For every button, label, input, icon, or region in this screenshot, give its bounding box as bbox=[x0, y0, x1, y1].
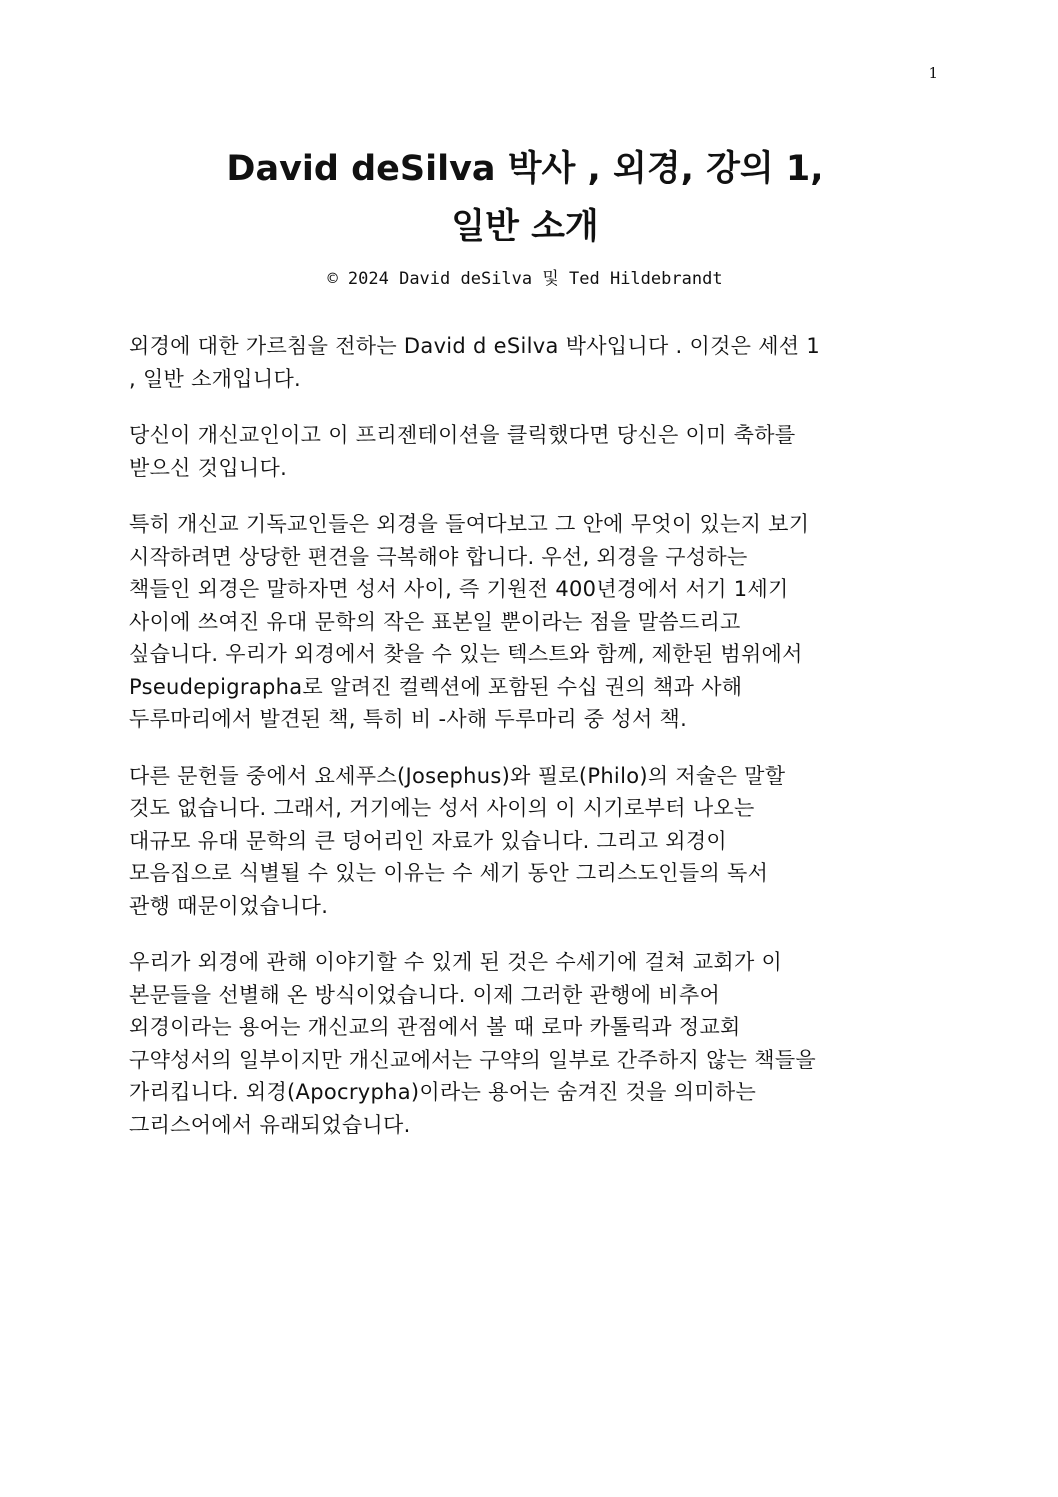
text-line: 당신이 개신교인이고 이 프리젠테이션을 클릭했다면 당신은 이미 축하를 bbox=[129, 423, 796, 447]
document-title bbox=[100, 140, 950, 256]
text-line: 특히 개신교 기독교인들은 외경을 들여다보고 그 안에 무엇이 있는지 보기 bbox=[129, 512, 810, 536]
paragraph-2 bbox=[129, 419, 929, 484]
paragraph-4 bbox=[129, 760, 929, 923]
text-line: 가리킵니다. 외경(Apocrypha)이라는 용어는 숨겨진 것을 의미하는 bbox=[129, 1080, 757, 1104]
text-line: 모음집으로 식별될 수 있는 이유는 수 세기 동안 그리스도인들의 독서 bbox=[129, 861, 769, 885]
text-line: 구약성서의 일부이지만 개신교에서는 구약의 일부로 간주하지 않는 책들을 bbox=[129, 1047, 816, 1072]
text-line: 받으신 것입니다. bbox=[129, 455, 288, 480]
title-line-1: David deSilva 박사 , 외경, 강의 1, bbox=[226, 149, 824, 189]
text-line: 그리스어에서 유래되었습니다. bbox=[129, 1112, 411, 1137]
text-line: 우리가 외경에 관해 이야기할 수 있게 된 것은 수세기에 걸쳐 교회가 이 bbox=[129, 950, 783, 974]
document-body bbox=[129, 330, 929, 1165]
paragraph-3 bbox=[129, 508, 929, 736]
text-line: 관행 때문이었습니다. bbox=[129, 893, 329, 918]
text-line: 대규모 유대 문학의 큰 덩어리인 자료가 있습니다. 그리고 외경이 bbox=[129, 828, 728, 853]
text-line: 사이에 쓰여진 유대 문학의 작은 표본일 뿐이라는 점을 말씀드리고 bbox=[129, 609, 741, 634]
text-line: , 일반 소개입니다. bbox=[129, 366, 302, 391]
text-line: 외경이라는 용어는 개신교의 관점에서 볼 때 로마 카톨릭과 정교회 bbox=[129, 1015, 741, 1039]
page-number: 1 bbox=[928, 64, 938, 82]
text-line: 책들인 외경은 말하자면 성서 사이, 즉 기원전 400년경에서 서기 1세기 bbox=[129, 577, 789, 601]
title-line-2: 일반 소개 bbox=[451, 207, 599, 247]
paragraph-1 bbox=[129, 330, 929, 395]
text-line: Pseudepigrapha로 알려진 컬렉션에 포함된 수십 권의 책과 사해 bbox=[129, 674, 743, 699]
text-line: 본문들을 선별해 온 방식이었습니다. 이제 그러한 관행에 비추어 bbox=[129, 982, 721, 1007]
text-line: 것도 없습니다. 그래서, 거기에는 성서 사이의 이 시기로부터 나오는 bbox=[129, 796, 755, 820]
text-line: 시작하려면 상당한 편견을 극복해야 합니다. 우선, 외경을 구성하는 bbox=[129, 544, 748, 569]
paragraph-5 bbox=[129, 946, 929, 1141]
text-line: 외경에 대한 가르침을 전하는 David d eSilva 박사입니다 . 이것은 세션 1 bbox=[129, 334, 821, 358]
text-line: 두루마리에서 발견된 책, 특히 비 -사해 두루마리 중 성서 책. bbox=[129, 707, 688, 731]
text-line: 싶습니다. 우리가 외경에서 찾을 수 있는 텍스트와 함께, 제한된 범위에서 bbox=[129, 642, 803, 666]
text-line: 다른 문헌들 중에서 요세푸스(Josephus)와 필로(Philo)의 저술은 말할 bbox=[129, 763, 786, 788]
copyright-line: © 2024 David deSilva 및 Ted Hildebrandt bbox=[327, 269, 723, 289]
